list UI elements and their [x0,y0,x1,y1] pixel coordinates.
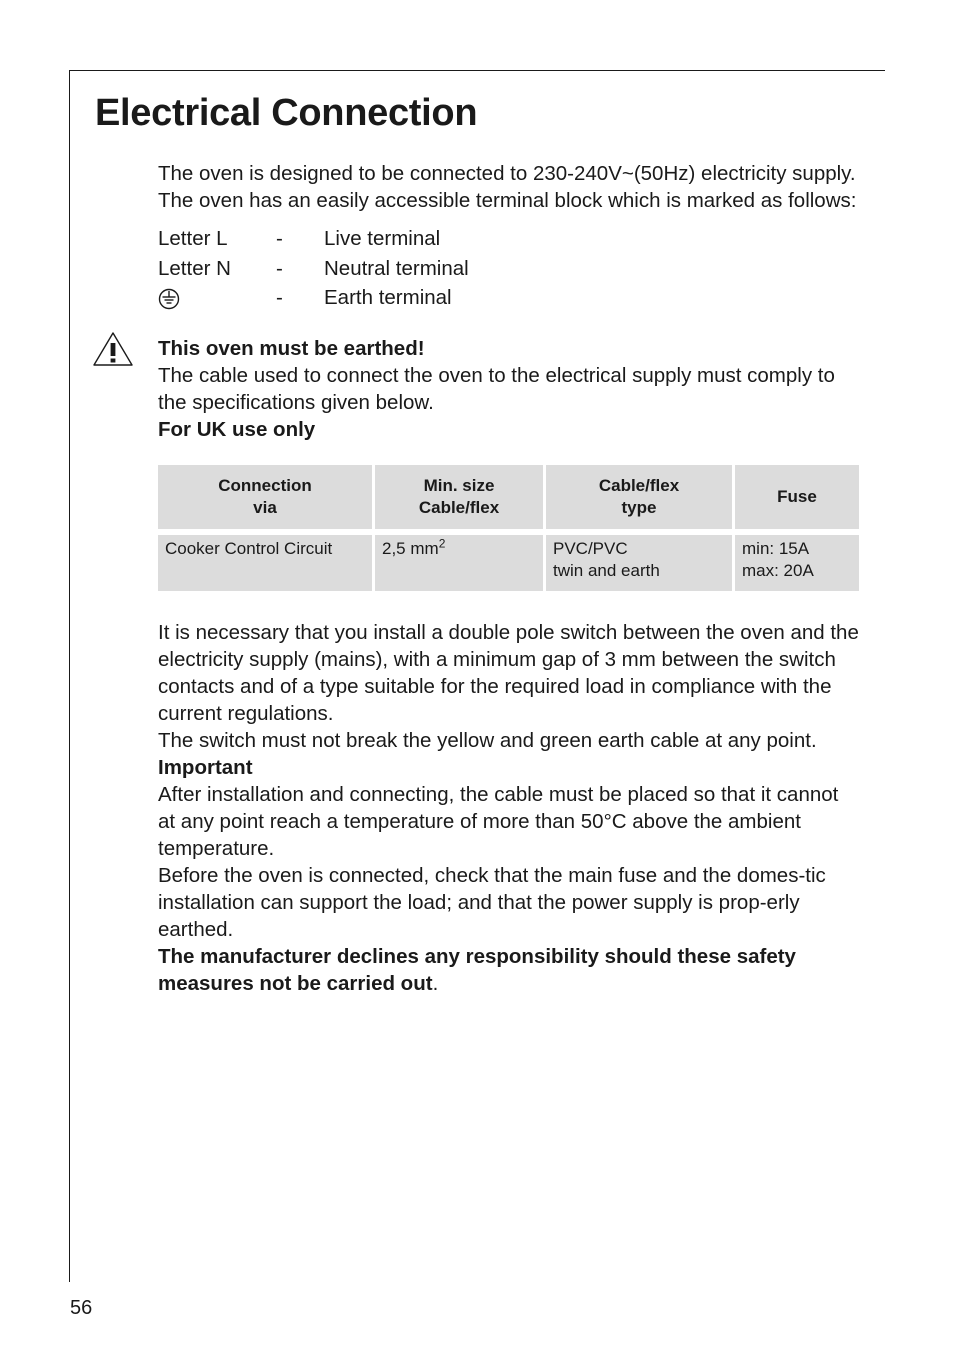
cable-spec-table [158,465,859,591]
disclaimer: The manufacturer declines any responsibility should these safety measures not be carried out. [158,944,796,995]
table-cell-connection: Cooker Control Circuit [158,535,375,591]
terminal-letter: Letter L [158,227,228,251]
table-header-cable-type: Cable/flex type [546,465,735,535]
table-cell-type: PVC/PVC twin and earth [546,535,735,591]
switch-paragraph-1: It is necessary that you install a double pole switch between the oven and the electricity supply (mains), with a minimum gap of 3 mm between the switch contacts and of a type suitable for the required load in compliance with the current regulations. [158,620,859,725]
terminal-row [158,283,860,313]
table-header-fuse: Fuse [735,465,859,535]
terminal-letter: Letter N [158,256,231,280]
table-cell-fuse: min: 15A max: 20A [735,535,859,591]
left-rule [69,70,70,1282]
warning-title: This oven must be earthed! [158,336,425,360]
uk-use-heading: For UK use only [158,417,316,441]
table-header-min-size: Min. size Cable/flex [375,465,546,535]
important-paragraph-1: After installation and connecting, the cable must be placed so that it cannot at any point reach a temperature of more than 50°C above the ambient temperature. [158,782,839,860]
important-paragraph-2: Before the oven is connected, check that the main fuse and the domes-tic installation can support the load; and that the power supply is prop-erly earthed. [158,863,826,941]
terminal-dash: - [276,256,283,280]
intro-paragraph-1: The oven is designed to be connected to 230-240V~(50Hz) electricity supply. [158,162,856,185]
table-header-row [158,465,859,535]
intro-paragraph-2: The oven has an easily accessible terminal block which is marked as follows: [158,189,857,212]
terminal-row [158,254,860,284]
content [158,160,860,997]
table-row [158,535,859,591]
warning-triangle-icon [92,331,134,367]
table-cell-size: 2,5 $mm^2$ [375,535,546,591]
table-header-connection: Connection via [158,465,375,535]
terminal-dash: - [276,286,283,310]
page-title: Electrical Connection [95,92,478,134]
terminal-description: Neutral terminal [324,256,469,280]
earth-symbol-icon [158,288,180,310]
terminal-description: Earth terminal [324,286,452,310]
important-heading: Important [158,755,253,779]
top-rule [69,70,885,71]
terminal-dash: - [276,227,283,251]
cable-requirement-text: The cable used to connect the oven to the electrical supply must comply to the specifications given below. [158,363,835,414]
page-number: 56 [70,1297,93,1319]
terminal-list [158,224,860,313]
switch-paragraph-2: The switch must not break the yellow and green earth cable at any point. [158,728,817,752]
terminal-description: Live terminal [324,227,441,251]
terminal-row [158,224,860,254]
warning-block [158,335,860,362]
